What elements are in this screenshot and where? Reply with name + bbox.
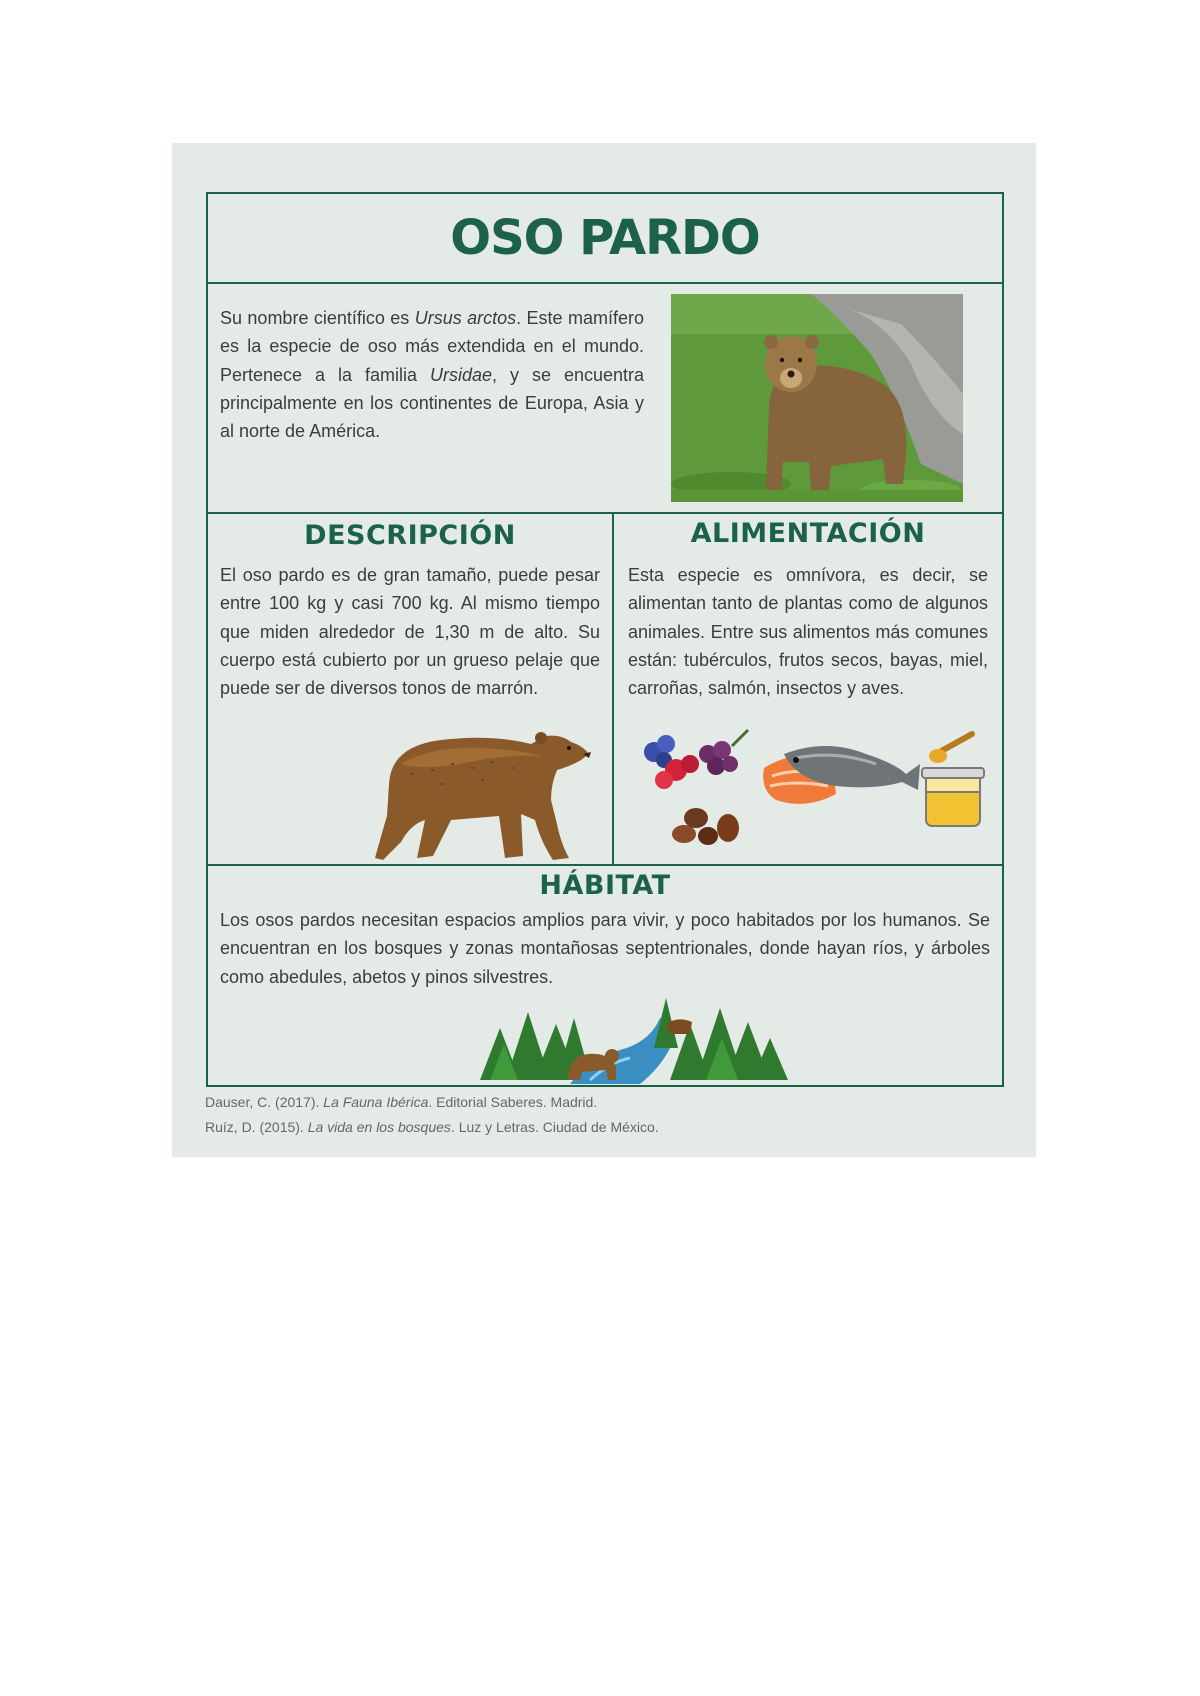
intro-text-start: Su nombre científico es — [220, 308, 415, 328]
bear-photo — [671, 294, 963, 502]
reference-publisher: . Luz y Letras. Ciudad de México. — [450, 1119, 659, 1135]
description-text: El oso pardo es de gran tamaño, puede pesar entre 100 kg y casi 700 kg. Al mismo tiempo que miden alrededor de 1,30 m de alto. Su cuerpo está cubierto por un grueso pelaje que puede ser de diversos tonos de marrón. — [220, 565, 600, 699]
reference-work: La vida en los bosques — [307, 1119, 451, 1135]
references — [205, 1090, 659, 1140]
forest-illustration — [470, 988, 790, 1084]
nuts-icon — [672, 808, 739, 845]
intro-text-mid: . Este mamífero es la especie de oso más extendida en el mundo. Pertenece a la familia — [220, 308, 644, 385]
content-frame — [206, 192, 1004, 1087]
reference-1 — [205, 1090, 659, 1115]
reference-2 — [205, 1115, 659, 1140]
food-illustration — [636, 724, 986, 864]
reference-work: La Fauna Ibérica — [323, 1094, 429, 1110]
intro-text-end: , y se encuentra principalmente en los continentes de Europa, Asia y al norte de América. — [220, 364, 645, 442]
berries-icon — [644, 730, 748, 789]
scientific-name: Ursus arctos — [414, 308, 517, 328]
habitat-section — [208, 866, 1002, 1085]
description-section — [208, 514, 614, 866]
feeding-section — [614, 514, 1002, 866]
habitat-heading: HÁBITAT — [539, 870, 671, 901]
habitat-text: Los osos pardos necesitan espacios amplios para vivir, y poco habitados por los humanos. Se encuentran en los bosques y zonas montañosas septentrionales, donde hayan ríos, y árboles como abedules, abetos y pinos silvestres. — [220, 910, 990, 987]
title-section — [208, 194, 1002, 284]
reference-author: Dauser, C. (2017). — [205, 1094, 324, 1110]
feeding-text: Esta especie es omnívora, es decir, se alimentan tanto de plantas como de algunos animales. Entre sus alimentos más comunes están: tubérculos, frutos secos, bayas, miel, carroñas, salmón, insectos y aves. — [628, 565, 988, 699]
feeding-heading: ALIMENTACIÓN — [690, 518, 926, 549]
salmon-icon — [763, 746, 920, 804]
bear-illustration — [371, 724, 593, 862]
honey-icon — [922, 734, 984, 826]
reference-author: Ruíz, D. (2015). — [205, 1119, 308, 1135]
reference-publisher: . Editorial Saberes. Madrid. — [428, 1094, 598, 1110]
description-heading: DESCRIPCIÓN — [304, 520, 516, 551]
page-title: OSO PARDO — [450, 210, 760, 266]
intro-section — [208, 284, 1002, 514]
info-sheet — [172, 143, 1036, 1157]
family-name: Ursidae — [429, 364, 493, 385]
intro-paragraph — [220, 304, 644, 445]
